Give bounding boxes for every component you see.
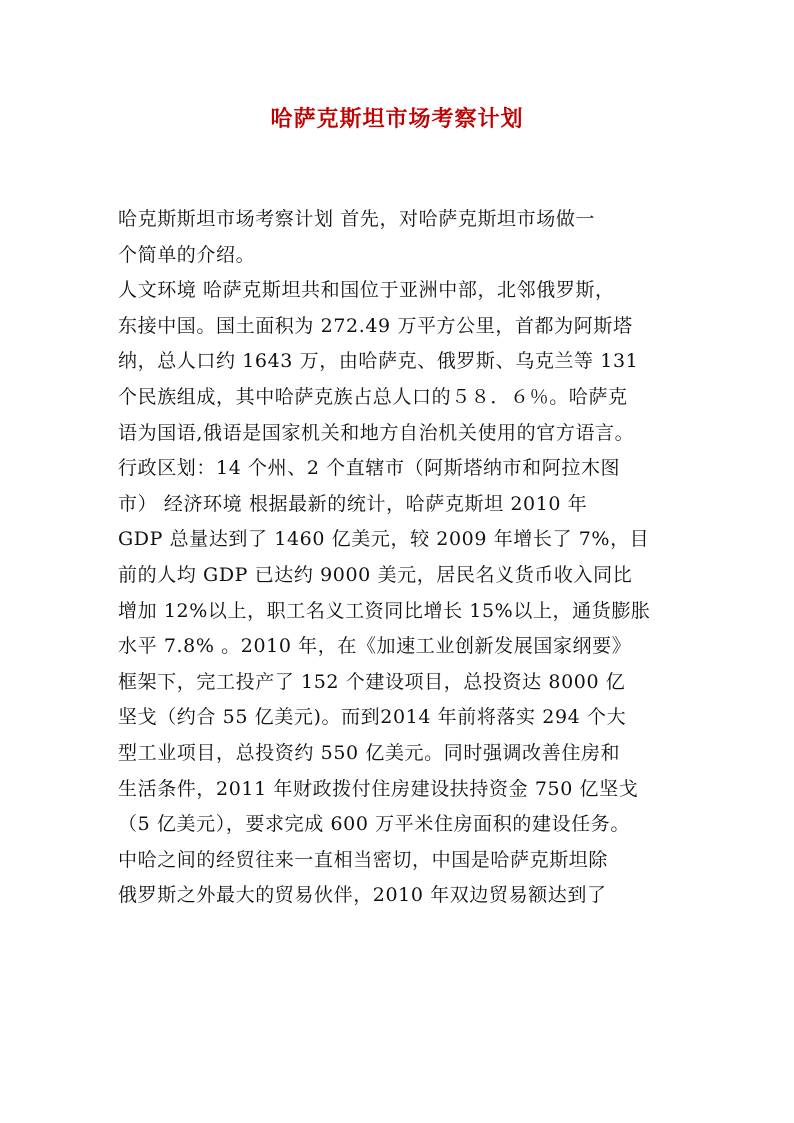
body-line: 个民族组成，其中哈萨克族占总人口的５８．６％。哈萨克: [118, 385, 628, 408]
body-line: 语为国语,俄语是国家机关和地方自治机关使用的官方语言。: [118, 421, 635, 444]
body-line: 增加 12%以上，职工名义工资同比增长 15%以上，通货膨胀: [118, 599, 651, 622]
body-line: 市） 经济环境 根据最新的统计，哈萨克斯坦 2010 年: [118, 492, 588, 515]
body-line: 型工业项目，总投资约 550 亿美元。同时强调改善住房和: [118, 741, 621, 764]
body-line: （5 亿美元），要求完成 600 万平米住房面积的建设任务。: [118, 813, 630, 836]
body-line: 行政区划：14 个州、2 个直辖市（阿斯塔纳市和阿拉木图: [118, 457, 621, 480]
document-body: [118, 202, 678, 914]
document-title: 哈萨克斯坦市场考察计划: [270, 106, 524, 132]
body-line: 中哈之间的经贸往来一直相当密切，中国是哈萨克斯坦除: [118, 848, 609, 871]
body-line: 东接中国。国土面积为 272.49 万平方公里，首都为阿斯塔: [118, 314, 633, 337]
body-line: 俄罗斯之外最大的贸易伙伴，2010 年双边贸易额达到了: [118, 884, 607, 907]
body-line: 纳，总人口约 1643 万，由哈萨克、俄罗斯、乌克兰等 131: [118, 350, 639, 373]
body-line: GDP 总量达到了 1460 亿美元，较 2009 年增长了 7%，目: [118, 528, 650, 551]
body-line: 哈克斯斯坦市场考察计划 首先，对哈萨克斯坦市场做一: [118, 208, 596, 230]
body-line: 生活条件，2011 年财政拨付住房建设扶持资金 750 亿坚戈: [118, 777, 639, 800]
body-line: 水平 7.8% 。2010 年，在《加速工业创新发展国家纲要》: [118, 635, 632, 658]
body-line: 框架下，完工投产了 152 个建设项目，总投资达 8000 亿: [118, 670, 626, 693]
body-line: 坚戈（约合 55 亿美元)。而到2014 年前将落实 294 个大: [118, 706, 627, 729]
body-line: 人文环境 哈萨克斯坦共和国位于亚洲中部，北邻俄罗斯，: [118, 279, 615, 302]
body-line: 个简单的介绍。: [118, 243, 256, 266]
body-line: 前的人均 GDP 已达约 9000 美元，居民名义货币收入同比: [118, 563, 633, 586]
